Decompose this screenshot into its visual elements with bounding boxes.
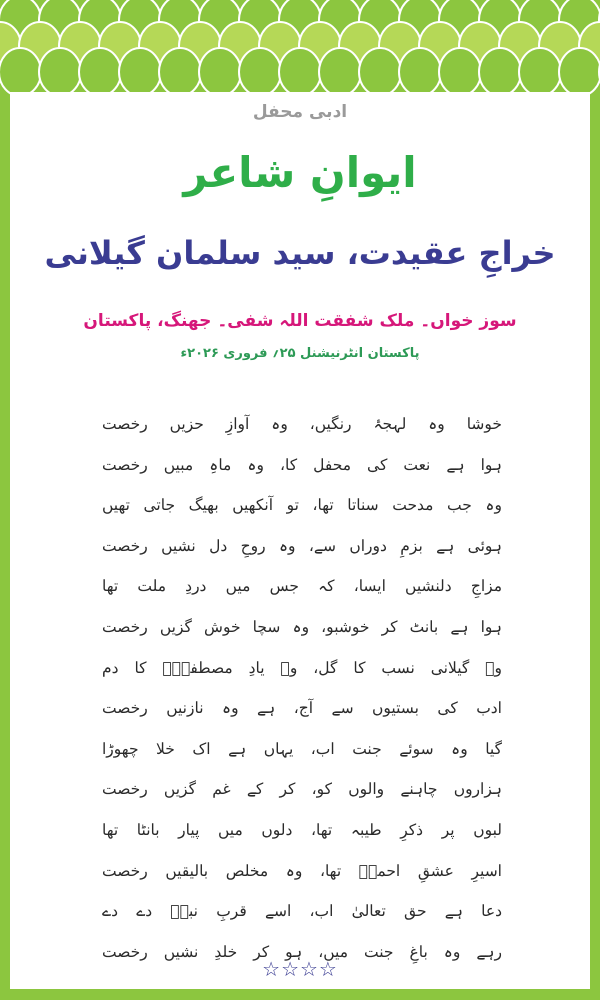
page-title: ایوانِ شاعر bbox=[183, 148, 417, 197]
scallop bbox=[559, 48, 600, 96]
section-label: ادبی محفل bbox=[252, 102, 348, 122]
scallop bbox=[519, 48, 561, 96]
poem-line: ہوا ہے نعت کی محفل کا، وہ ماہِ مبیں رخصت bbox=[102, 455, 502, 474]
scallop bbox=[39, 48, 81, 96]
poem-line: خوشا وہ لہجۂ رنگیں، وہ آوازِ حزیں رخصت bbox=[102, 415, 502, 433]
content-panel bbox=[10, 92, 590, 989]
scallop bbox=[79, 48, 121, 96]
poem-line: ہزاروں چاہنے والوں کو، کر کے غم گزیں رخصت bbox=[102, 780, 502, 799]
poem-line: وہ جب مدحت سناتا تھا، تو آنکھیں بھیگ جاتی تھیں bbox=[102, 496, 502, 515]
scallop bbox=[0, 48, 41, 96]
poem-line: دعا ہے حق تعالیٰ اب، اسے قربِ نبیؐ دے دے bbox=[102, 902, 502, 921]
scallop bbox=[319, 48, 361, 96]
scallop bbox=[359, 48, 401, 96]
poem-line: ادب کی بستیوں سے آج، ہے وہ نازنیں رخصت bbox=[102, 699, 502, 718]
reciter-credit: سوز خواں۔ ملک شفقت اللہ شفی۔ جھنگ، پاکستان bbox=[83, 311, 517, 331]
poem-line: ہوا ہے بانٹ کر خوشبو، وہ سچا خوش گزیں رخصت bbox=[102, 617, 502, 636]
poem-line: گیا وہ سوئے جنت اب، یہاں ہے اک خلا چھوڑا bbox=[102, 739, 502, 758]
poem-line: رہے وہ باغِ جنت میں، ہو کر خلدِ نشیں رخصت bbox=[102, 942, 502, 961]
star-divider: ☆☆☆☆ bbox=[262, 957, 338, 981]
scallop bbox=[159, 48, 201, 96]
poem-line: مزاجِ دلنشیں ایسا، کہ جس میں دردِ ملت تھا bbox=[102, 577, 502, 596]
poem-line: لبوں پر ذکرِ طیبہ تھا، دلوں میں پیار بانٹا تھا bbox=[102, 820, 502, 839]
scallop bbox=[479, 48, 521, 96]
poem-body bbox=[102, 404, 502, 972]
poem-line: وہ گیلانی نسب کا گل، وہ یادِ مصطفیٰؐ کا دم bbox=[102, 658, 502, 677]
publication-source: پاکستان انٹرنیشنل ۲۵؍ فروری ۲۰۲۶ء bbox=[180, 346, 420, 361]
scallop bbox=[239, 48, 281, 96]
poem-line: ہوئی ہے بزمِ دوراں سے، وہ روحِ دل نشیں رخصت bbox=[102, 536, 502, 555]
poem-line: اسیرِ عشقِ احمدؐ تھا، وہ مخلص بالیقیں رخصت bbox=[102, 861, 502, 880]
scallop bbox=[279, 48, 321, 96]
subtitle: خراجِ عقیدت، سید سلمان گیلانی bbox=[44, 234, 556, 272]
scallop bbox=[439, 48, 481, 96]
scallop bbox=[199, 48, 241, 96]
scallop-border bbox=[0, 0, 600, 100]
scallop-row bbox=[0, 0, 600, 96]
scallop bbox=[399, 48, 441, 96]
scallop bbox=[119, 48, 161, 96]
